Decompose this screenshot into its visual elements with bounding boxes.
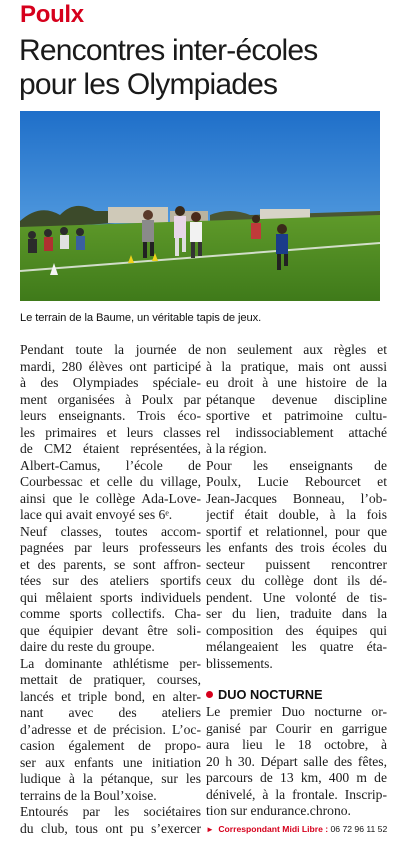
text-line: sportif et relationnel, pour que: [206, 523, 387, 539]
text-line: ment organisées à Poulx par: [20, 391, 201, 407]
text-line: ser aux enfants une initiation: [20, 754, 201, 770]
text-line: secteur puissent rencontrer: [206, 556, 387, 572]
text-line: de CM2 étaient représentées,: [20, 441, 201, 456]
headline: [19, 34, 389, 102]
brief-title: [206, 686, 387, 704]
article-column-left: [20, 342, 201, 837]
text-line: et des parents, se sont affron-: [20, 556, 201, 572]
text-line: ainsi que le collège Ada-Love-: [20, 490, 201, 506]
text-line: eu droit à une histoire de la: [206, 375, 387, 390]
text-line: comme sports collectifs. Cha-: [20, 606, 201, 621]
bullet-dot-icon: [206, 691, 213, 698]
text-line: les primaires et leurs classes: [20, 424, 201, 440]
text-line: d’adresse et de précision. L’oc-: [20, 721, 201, 737]
text-line: lancés et triple bond, en alter-: [20, 688, 201, 704]
text-line: que équipier devant être soli-: [20, 622, 201, 638]
text-line: leurs enseignants. Trois éco-: [20, 408, 201, 423]
text-line: Poulx, Lucie Rebourcet et: [206, 474, 387, 489]
text-line: dénivelé, à la frontale. Inscrip-: [206, 786, 387, 802]
text-line: Courbessac et celle du village,: [20, 474, 201, 489]
text-line: Pendant toute la journée de: [20, 342, 201, 357]
headline-line: Rencontres inter-écoles: [19, 34, 318, 67]
arrow-right-icon: ►: [206, 824, 214, 834]
text-line: La dominante athlétisme per-: [20, 655, 201, 671]
text-line: pagnées par leurs professeurs: [20, 540, 201, 555]
text-line: casion également de propo-: [20, 738, 201, 753]
text-line: Albert-Camus, l’école de: [20, 457, 201, 473]
text-line: ceux du collège dont ils dé-: [206, 573, 387, 588]
text-line: à la région.: [206, 441, 267, 456]
text-line: tion sur endurance.chrono.: [206, 803, 351, 818]
text-line: terrains de la Boul’xoise.: [20, 787, 157, 803]
correspondent-credit: [206, 823, 387, 836]
brief-title-text: DUO NOCTURNE: [218, 687, 323, 702]
text-line: daire du reste du groupe.: [20, 639, 155, 654]
text-line: Le premier Duo nocturne or-: [206, 704, 387, 719]
headline-line: pour les Olympiades: [19, 68, 278, 101]
text-line: qui mêlaient sports individuels: [20, 589, 201, 605]
photo-sports-field-illustration: [20, 111, 380, 301]
text-line: mettait de pratiquer, courses,: [20, 672, 201, 687]
text-line: pétanque devenue discipline: [206, 391, 387, 407]
text-line: mardi, 280 élèves ont participé: [20, 358, 201, 374]
credit-phone: 06 72 96 11 52: [330, 823, 388, 834]
text-line: lace qui avait envoyé ses 6ᵉ.: [20, 507, 173, 522]
text-line: nant avec des ateliers: [20, 705, 201, 720]
text-line: mélangeaient les quatre éta-: [206, 639, 387, 654]
article-column-right: [206, 342, 387, 836]
text-line: les enfants des trois écoles du: [206, 540, 387, 555]
section-kicker: Poulx: [20, 1, 84, 28]
text-line: ganisé par Courir en garrigue: [206, 720, 387, 736]
text-line: ser du lien, traduite dans la: [206, 606, 387, 621]
text-line: aura lieu le 18 octobre, à: [206, 737, 387, 752]
text-line: ludique à la pétanque, sur les: [20, 771, 201, 786]
text-line: Jean-Jacques Bonneau, l’ob-: [206, 490, 387, 506]
text-line: tées sur des ateliers sportifs: [20, 573, 201, 588]
text-line: blissements.: [206, 655, 273, 671]
photo-caption: Le terrain de la Baume, un véritable tapis de jeux.: [20, 312, 262, 324]
text-line: sportive et patrimoine cultu-: [206, 408, 387, 423]
text-line: rel indissociablement attaché: [206, 424, 387, 440]
text-line: Entourés par les sociétaires: [20, 804, 201, 819]
text-line: Neuf classes, toutes accom-: [20, 523, 201, 539]
text-line: Pour les enseignants de: [206, 457, 387, 473]
credit-label: Correspondant Midi Libre :: [218, 823, 329, 834]
text-line: parcours de 13 km, 400 m de: [206, 770, 387, 785]
text-line: à la pratique, mais ont aussi: [206, 358, 387, 374]
text-line: à des Olympiades spéciale-: [20, 375, 201, 390]
text-line: non seulement aux règles et: [206, 342, 387, 357]
article-photo: [20, 111, 380, 301]
text-line: 20 h 30. Départ salle des fêtes,: [206, 753, 387, 769]
text-line: du club, tous ont pu s’exercer: [20, 820, 201, 836]
text-line: pendent. Une volonté de tis-: [206, 589, 387, 605]
text-line: jectif était double, à la fois: [206, 507, 387, 522]
text-line: composition des équipes qui: [206, 622, 387, 638]
